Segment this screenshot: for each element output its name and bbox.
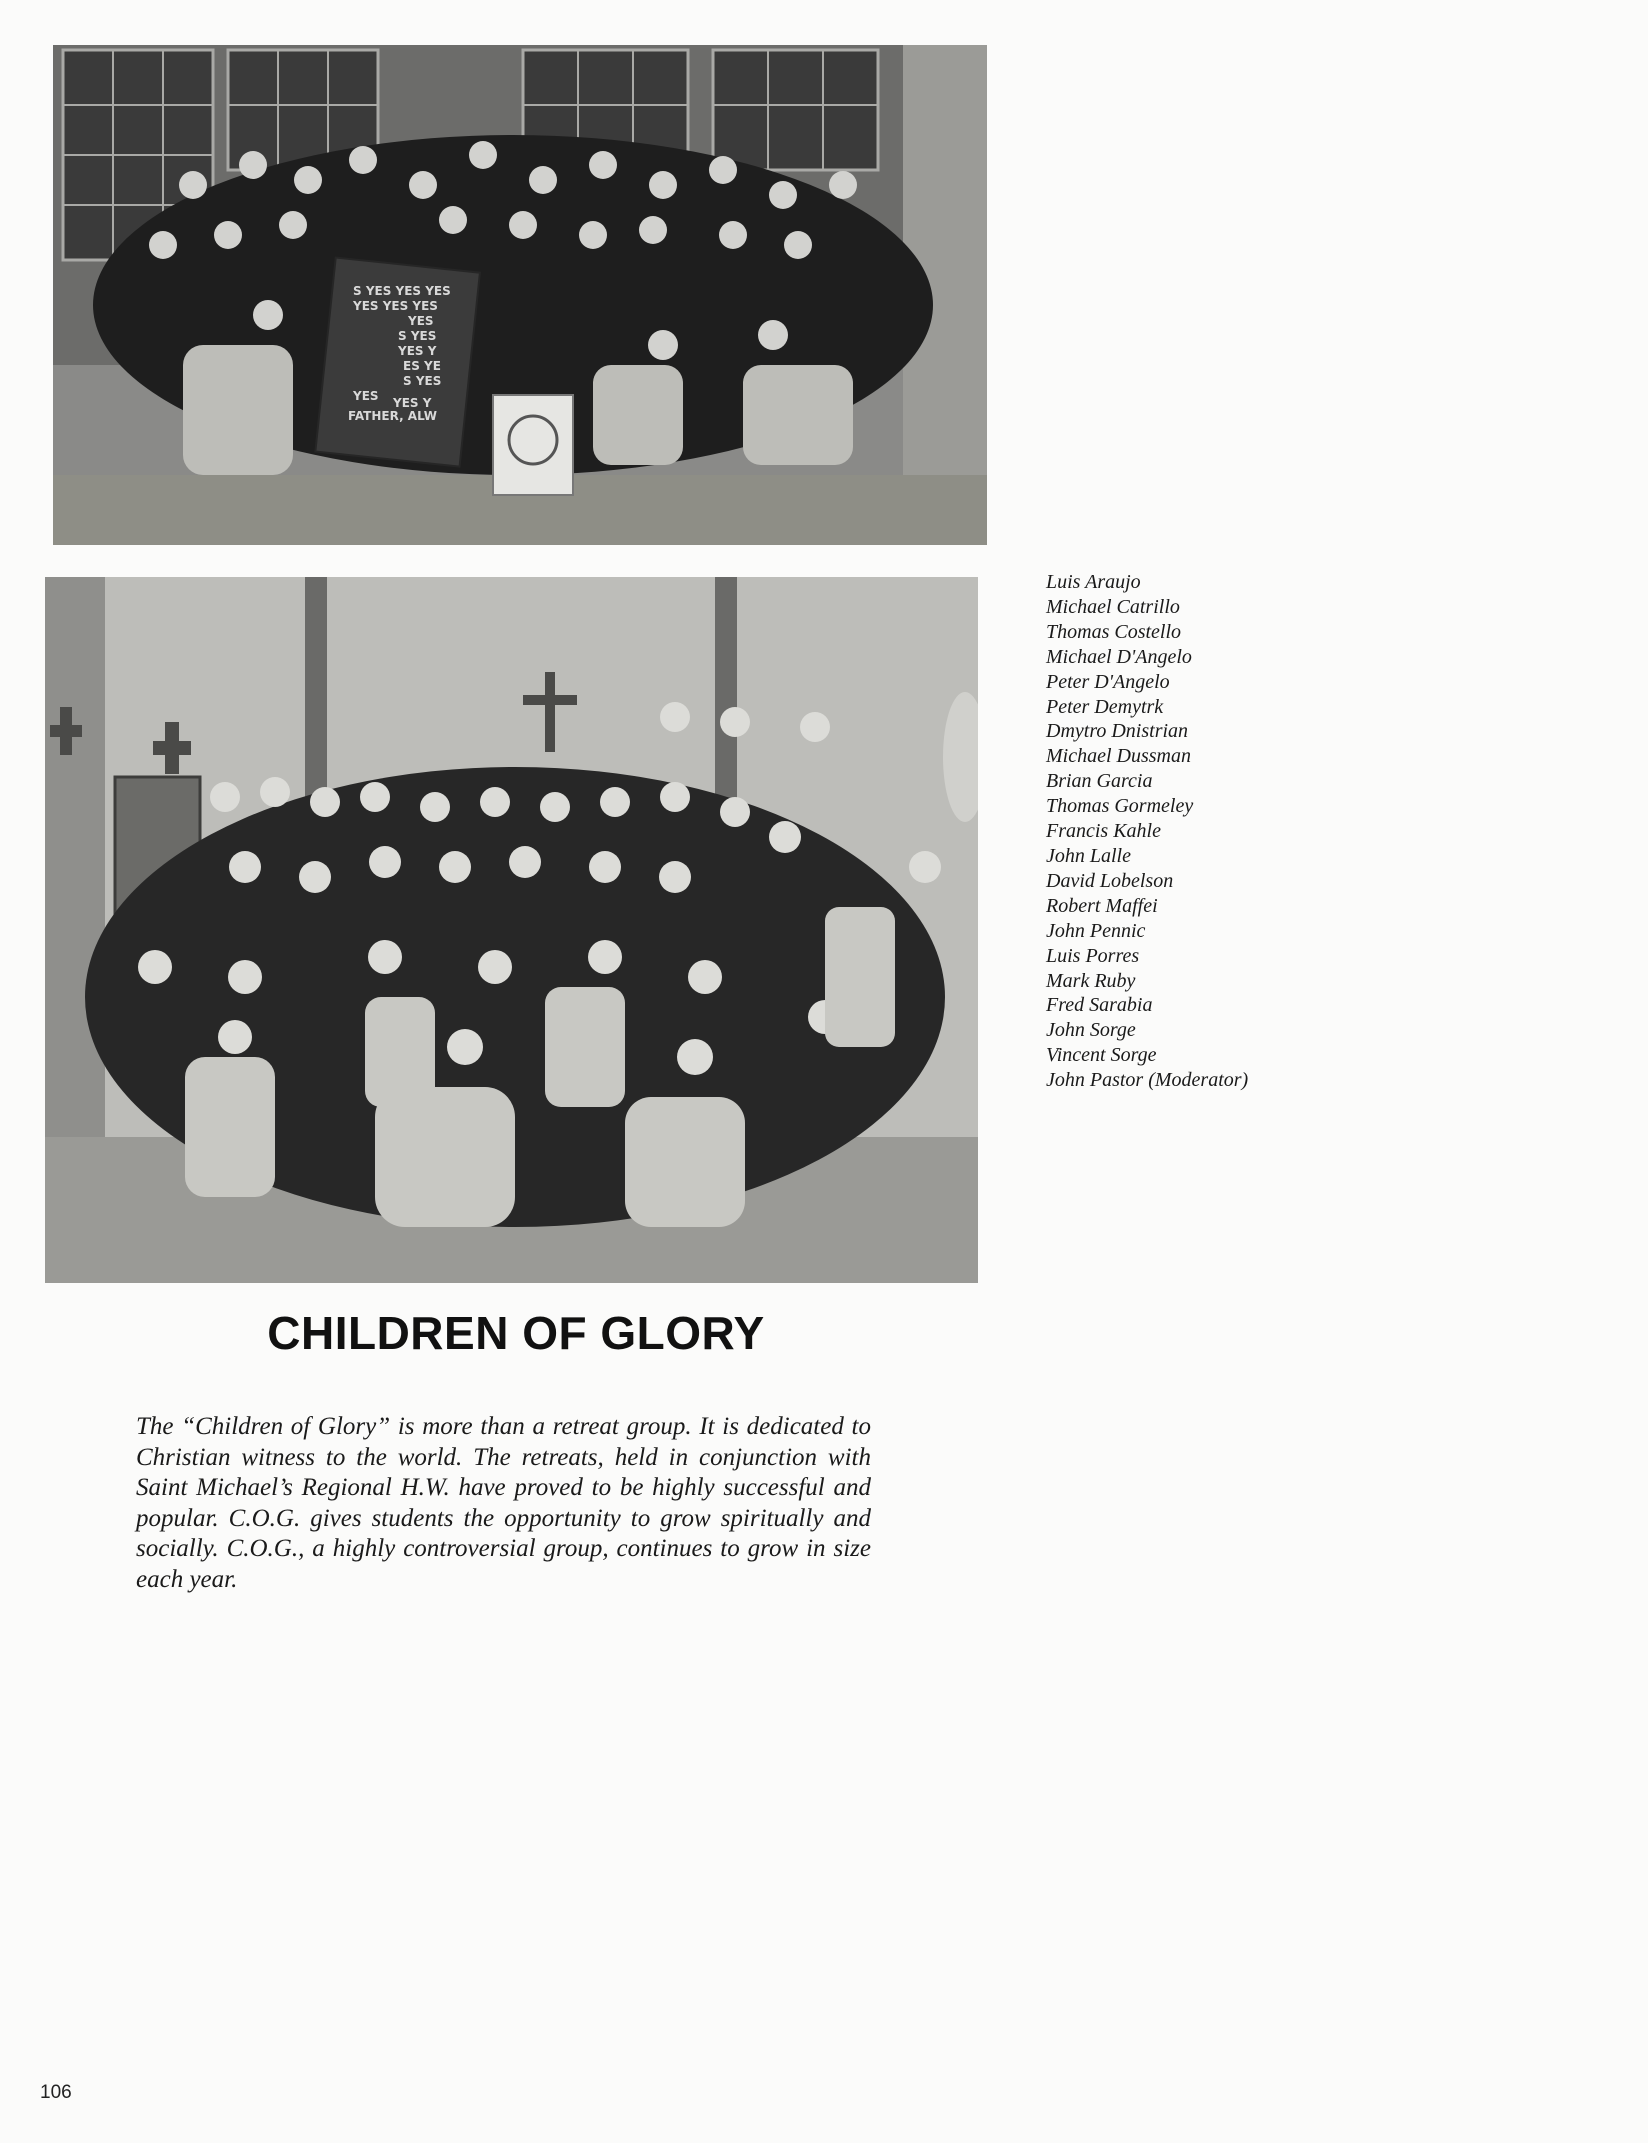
roster-name: Francis Kahle — [1046, 820, 1161, 843]
roster-name: Dmytro Dnistrian — [1046, 720, 1189, 743]
roster-name: Michael Catrillo — [1046, 595, 1180, 618]
roster-name: John Sorge — [1046, 1019, 1136, 1042]
group-photo-chapel-image — [45, 577, 978, 1283]
roster-name: Fred Sarabia — [1046, 994, 1153, 1017]
roster-name: Luis Araujo — [1046, 571, 1141, 593]
page-title: CHILDREN OF GLORY — [267, 1307, 765, 1359]
group-photo-outdoors-image — [53, 45, 987, 545]
roster-name: Peter Demytrk — [1046, 695, 1164, 718]
sign-line: S YES YES YES — [353, 284, 451, 298]
sign-line: ES YE — [403, 359, 441, 373]
roster-name: Peter D'Angelo — [1046, 670, 1170, 693]
roster-name: Thomas Gormeley — [1046, 795, 1194, 818]
group-photo-chapel — [45, 577, 978, 1283]
roster-name: John Lalle — [1046, 844, 1131, 867]
sign-line: YES — [353, 389, 379, 403]
sign-line: S YES — [403, 374, 442, 388]
sign-line: S YES — [398, 329, 437, 343]
sign-line: YES Y — [393, 396, 432, 410]
roster-name: Thomas Costello — [1046, 620, 1182, 643]
roster-name: David Lobelson — [1046, 869, 1174, 892]
roster-name: Michael Dussman — [1046, 745, 1191, 768]
roster-name: Brian Garcia — [1046, 770, 1153, 793]
sign-line: YES Y — [398, 344, 437, 358]
roster-name: Robert Maffei — [1046, 894, 1158, 917]
group-photo-outdoors — [53, 45, 987, 545]
sign-line: YES YES YES — [353, 299, 438, 313]
roster-name: Vincent Sorge — [1046, 1044, 1157, 1067]
roster-name: Luis Porres — [1046, 944, 1140, 967]
roster-name: Mark Ruby — [1046, 969, 1136, 992]
member-roster — [1046, 570, 1346, 1093]
roster-name: Michael D'Angelo — [1046, 645, 1192, 668]
roster-name: John Pastor (Moderator) — [1046, 1069, 1249, 1092]
sign-line: FATHER, ALW — [348, 409, 438, 423]
body-paragraph: The “Children of Glory” is more than a retreat group. It is dedicated to Christian witness to the world. The retreats, held in conjunction with Saint Michael’s Regional H.W. have proved to be highly successful and popular. C.O.G. gives students the opportunity to grow spiritually and socially. C.O.G., a highly controversial group, continues to grow in size each year. — [136, 1413, 871, 1593]
page-number: 106 — [40, 2082, 72, 2103]
sign-line: YES — [408, 314, 434, 328]
roster-name: John Pennic — [1046, 919, 1146, 942]
